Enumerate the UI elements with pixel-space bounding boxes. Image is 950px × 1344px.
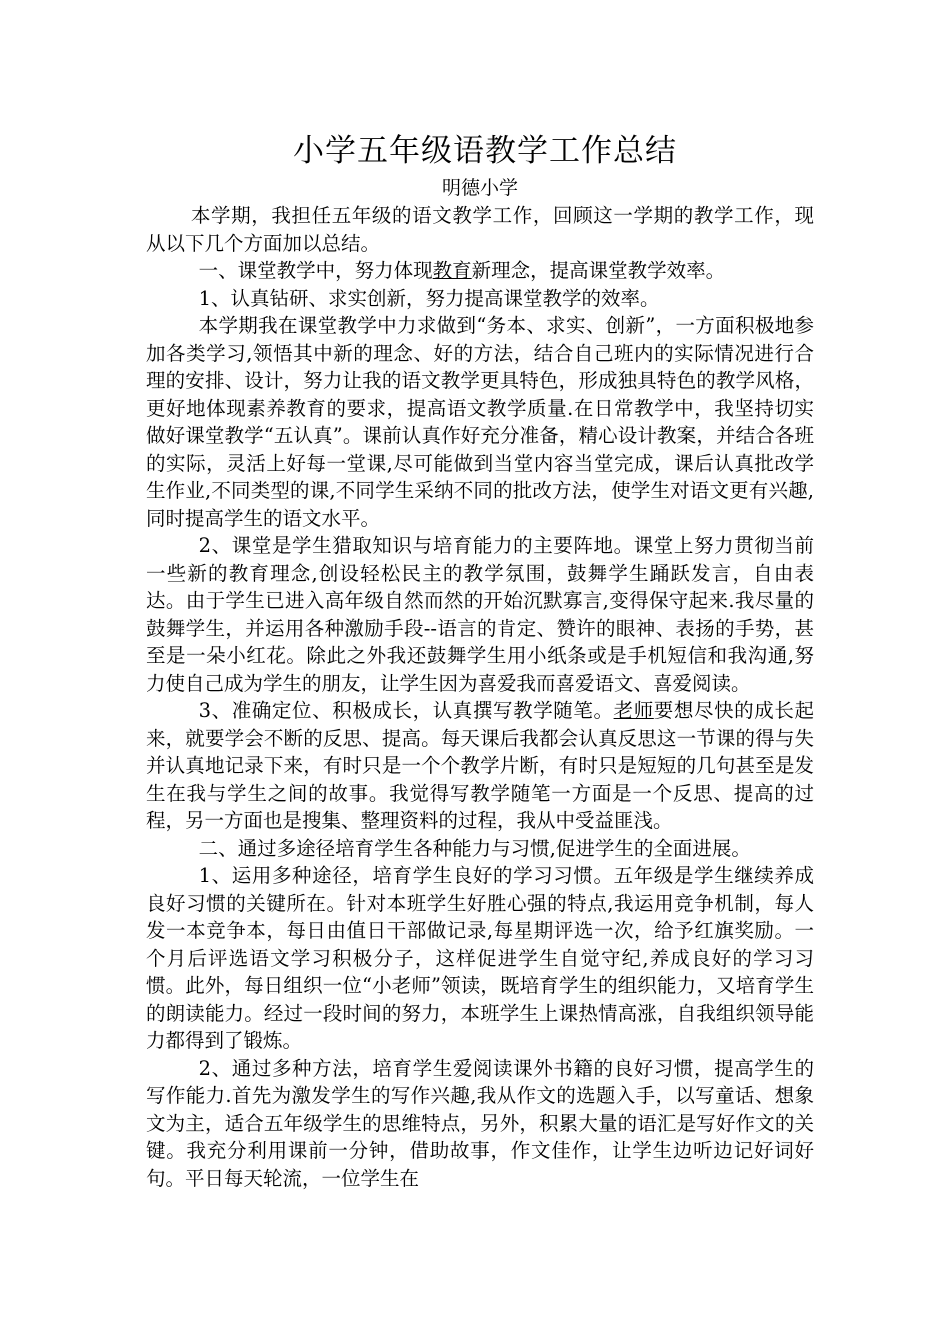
heading-section-1-text-start: 一、课堂教学中，努力体现 xyxy=(198,259,433,282)
document-title: 小学五年级语教学工作总结 xyxy=(293,133,677,169)
heading-section-1-text-end: 新理念，提高课堂教学效率。 xyxy=(471,259,726,282)
link-teacher[interactable]: 老师 xyxy=(613,699,654,722)
heading-section-1 xyxy=(146,257,814,285)
paragraph-1-3-text-start: 3、准确定位、积极成长，认真撰写教学随笔。 xyxy=(198,699,614,722)
paragraph-2-1: 1、运用多种途径，培育学生良好的学习习惯。五年级是学生继续养成良好习惯的关键所在。针对本班学生好胜心强的特点,我运用竞争机制，每人发一本竞争本，每日由值日干部做记录,每星期评选一次，给予红旗奖励。一个月后评选语文学习积极分子，这样促进学生自觉守纪,养成良好的学习习惯。此外，每日组织一位“小老师”领读，既培育学生的组织能力，又培育学生的朗读能力。经过一段时间的努力，本班学生上课热情高涨，自我组织领导能力都得到了锻炼。 xyxy=(146,864,814,1052)
subheading-1-1: 1、认真钻研、求实创新，努力提高课堂教学的效率。 xyxy=(198,286,660,310)
document-body xyxy=(146,202,814,1192)
paragraph-1-3-text-end: 要想尽快的成长起来，就要学会不断的反思、提高。每天课后我都会认真反思这一节课的得与失并认真地记录下来，有时只是一个个教学片断，有时只是短短的几句甚至是发生在我与学生之间的故事。我觉得写教学随笔一方面是一个反思、提高的过程，另一方面也是搜集、整理资料的过程，我从中受益匪浅。 xyxy=(146,699,814,832)
link-education[interactable]: 教育 xyxy=(432,259,472,282)
paragraph-intro: 本学期，我担任五年级的语文教学工作，回顾这一学期的教学工作，现从以下几个方面加以总结。 xyxy=(146,204,814,255)
paragraph-1-2: 2、课堂是学生猎取知识与培育能力的主要阵地。课堂上努力贯彻当前一些新的教育理念,创设轻松民主的教学氛围，鼓舞学生踊跃发言，自由表达。由于学生已进入高年级自然而然的开始沉默寡言,变得保守起来.我尽量的鼓舞学生，并运用各种激励手段--语言的肯定、赞许的眼神、表扬的手势，甚至是一朵小红花。除此之外我还鼓舞学生用小纸条或是手机短信和我沟通,努力使自己成为学生的朋友，让学生因为喜爱我而喜爱语文、喜爱阅读。 xyxy=(146,534,814,695)
document-page xyxy=(146,128,814,1192)
paragraph-2-2: 2、通过多种方法，培育学生爱阅读课外书籍的良好习惯，提高学生的写作能力.首先为激发学生的写作兴趣,我从作文的选题入手，以写童话、想象文为主，适合五年级学生的思维特点，另外，积累大量的语汇是写好作文的关键。我充分利用课前一分钟，借助故事，作文佳作，让学生边听边记好词好句。平日每天轮流，一位学生在 xyxy=(146,1056,814,1190)
document-subtitle: 明德小学 xyxy=(441,177,518,199)
paragraph-1-1-body: 本学期我在课堂教学中力求做到“务本、求实、创新”，一方面积极地参加各类学习,领悟其中新的理念、好的方法，结合自己班内的实际情况进行合理的安排、设计，努力让我的语文教学更具特色，形成独具特色的教学风格，更好地体现素养教育的要求，提高语文教学质量.在日常教学中，我坚持切实做好课堂教学“五认真”。课前认真作好充分准备，精心设计教案，并结合各班的实际，灵活上好每一堂课,尽可能做到当堂内容当堂完成，课后认真批改学生作业,不同类型的课,不同学生采纳不同的批改方法，使学生对语文更有兴趣,同时提高学生的语文水平。 xyxy=(146,314,814,530)
paragraph-1-3 xyxy=(146,697,814,835)
heading-section-2: 二、通过多途径培育学生各种能力与习惯,促进学生的全面进展。 xyxy=(198,836,751,860)
